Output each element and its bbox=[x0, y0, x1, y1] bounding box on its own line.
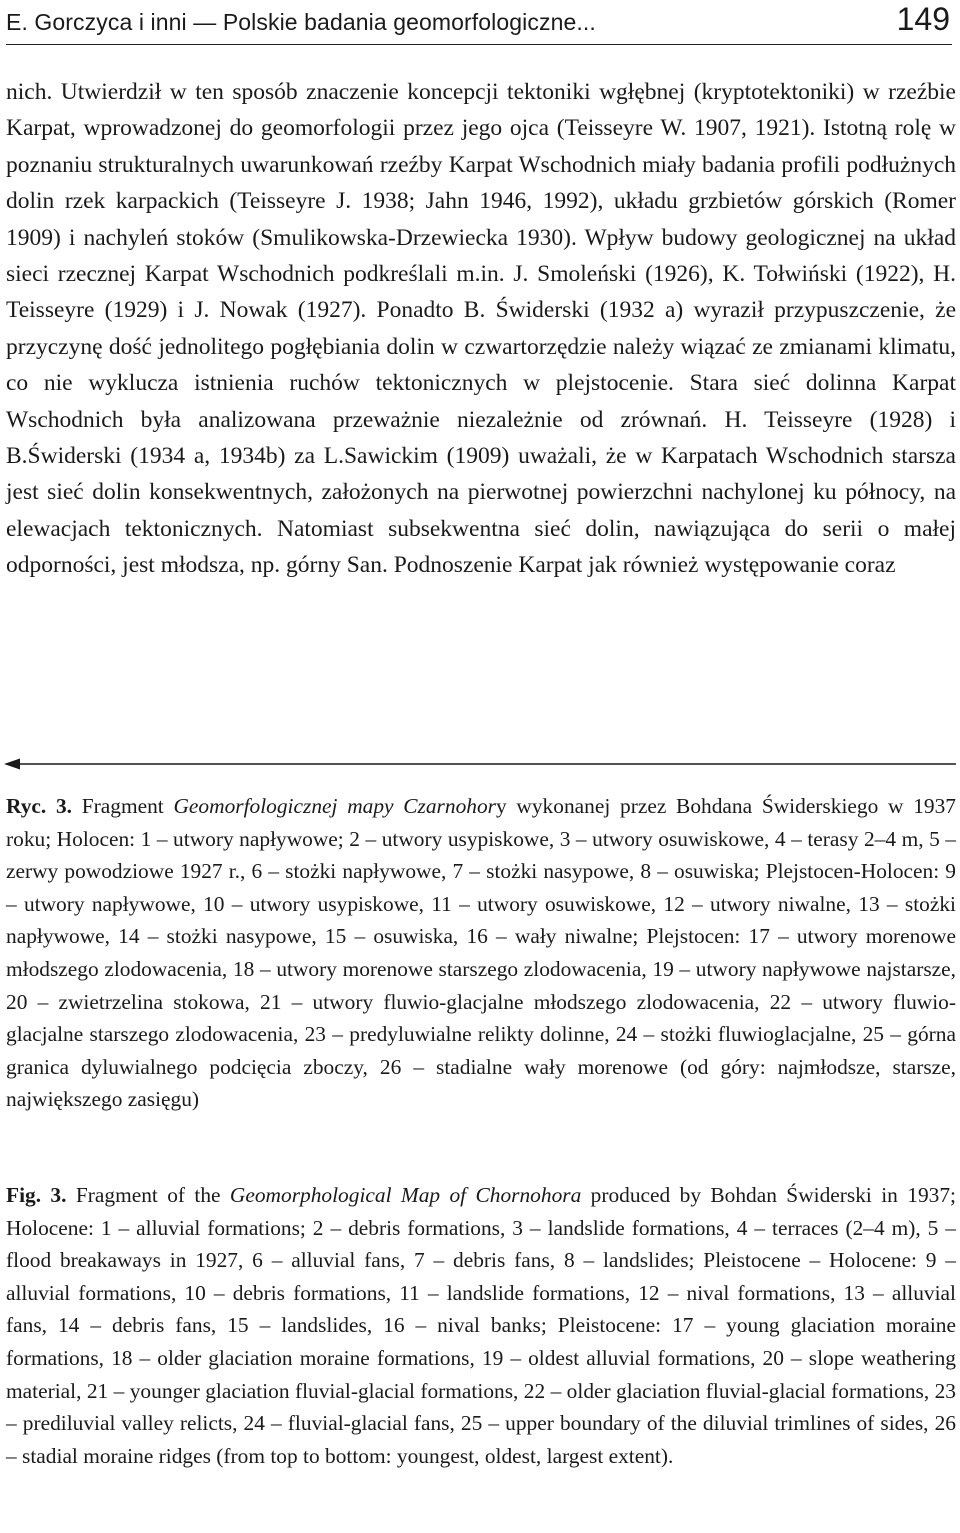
caption-text: y wykonanej przez Bohdana Świderskiego w 1937 roku; Holocen: 1 – utwory napływowe; 2 – utwory usypiskowe, 3 – utwory osuwiskowe, 4 – terasy 2–4 m, 5 – zerwy powodziowe 1927 r., 6 – stożki napływowe, 7 – stożki nasypowe, 8 – osuwiska; Plejstocen-Holocen: 9 – utwory napływowe, 10 – utwory usypiskowe, 11 – utwory osuwiskowe, 12 – utwory niwalne, 13 – stożki napływowe, 14 – stożki nasypowe, 15 – osuwiska, 16 – wały niwalne; Plejstocen: 17 – utwory morenowe młodszego zlodowacenia, 18 – utwory morenowe starszego zlodowacenia, 19 – utwory napływowe najstarsze, 20 – zwietrzelina stokowa, 21 – utwory fluwio-glacjalne młodszego zlodowacenia, 22 – utwory fluwio-glacjalne starszego zlodowacenia, 23 – predyluwialne relikty dolinne, 24 – stożki fluwioglacjalne, 25 – górna granica dyluwialnego podcięcia zboczy, 26 – stadialne wały morenowe (od góry: najmłodsze, starsze, największego zasięgu) bbox=[6, 794, 956, 1112]
body-paragraph bbox=[6, 74, 956, 584]
caption-map-title: Geomorphological Map of Chornohora bbox=[229, 1183, 582, 1207]
page-number: 149 bbox=[896, 1, 950, 37]
arrow-left-icon bbox=[4, 757, 956, 771]
caption-map-title: Geomorfologicznej mapy Czarnohor bbox=[173, 794, 496, 818]
figure-caption-english bbox=[6, 1179, 956, 1472]
body-text-segment: nich. Utwierdził w ten sposób znaczenie koncepcji tektoniki wgłębnej (kryptotektoniki) w rzeźbie Karpat, wprowadzonej do geomorfologii przez jego ojca (Teisseyre W. 1907, 1921). bbox=[6, 79, 956, 142]
figure-caption-polish bbox=[6, 790, 956, 1116]
body-text-segment: Istotną rolę w poznaniu strukturalnych uwarunkowań rzeźby Karpat Wschodnich miały badania profili podłużnych dolin rzek karpackich (Teisseyre J. 1938; Jahn 1946, 1992), układu grzbietów górskich (Romer 1909) i nachyleń stoków (Smulikowska-Drzewiecka 1930). Wpływ budowy geologicznej na układ sieci rzecznej Karpat Wschodnich podkreślali m.in. J. Smoleński (1926), K. Tołwiński (1922), H. Teisseyre (1929) i J. Nowak (1927). Ponadto B. bbox=[6, 115, 957, 324]
body-text-segment: Świderski (1932 a) wyraził przypuszczenie, że przyczynę dość jednolitego pogłębiania dolin w czwartorzędzie należy wiązać ze zmianami klimatu, co nie wyklucza istnienia ruchów tektonicznych w plejstocenie. Stara sieć dolinna Karpat Wschodnich była analizowana przeważnie niezależnie od zrównań. H. Teisseyre (1928) i B.Świderski (1934 a, 1934b) za L.Sawickim (1909) uważali, że w Karpatach Wschodnich starsza jest sieć dolin konsekwentnych, założonych na pierwotnej powierzchni nachylonej ku północy, na elewacjach tektonicznych. Natomiast subsekwentna sieć dolin, nawiązująca do serii o małej odporności, jest młodsza, np. górny San. Podnoszenie Karpat jak również występowanie coraz bbox=[6, 297, 956, 579]
caption-label: Fig. 3. bbox=[6, 1183, 67, 1207]
running-header bbox=[6, 0, 952, 45]
caption-label: Ryc. 3. bbox=[6, 794, 73, 818]
caption-text: produced by Bohdan Świderski in 1937; Holocene: 1 – alluvial formations; 2 – debris formations, 3 – landslide formations, 4 – terraces (2–4 m), 5 – flood breakaways in 1927, 6 – alluvial fans, 7 – debris fans, 8 – landslides; Pleistocene – Holocene: 9 – alluvial formations, 10 – debris formations, 11 – landslide formations, 12 – nival formations, 13 – alluvial fans, 14 – debris fans, 15 – landslides, 16 – nival banks; Pleistocene: 17 – young glaciation moraine formations, 18 – older glaciation moraine formations, 19 – oldest alluvial formations, 20 – slope weathering material, 21 – younger glaciation fluvial-glacial formations, 22 – older glaciation fluvial-glacial formations, 23 – prediluvial valley relicts, 24 – fluvial-glacial fans, 25 – upper boundary of the diluvial trimlines of sides, 26 – stadial moraine ridges (from top to bottom: youngest, oldest, largest extent). bbox=[6, 1183, 956, 1468]
caption-text: Fragment of the bbox=[66, 1183, 230, 1207]
caption-text: Fragment bbox=[72, 794, 174, 818]
running-title: E. Gorczyca i inni — Polskie badania geomorfologiczne... bbox=[6, 9, 596, 35]
